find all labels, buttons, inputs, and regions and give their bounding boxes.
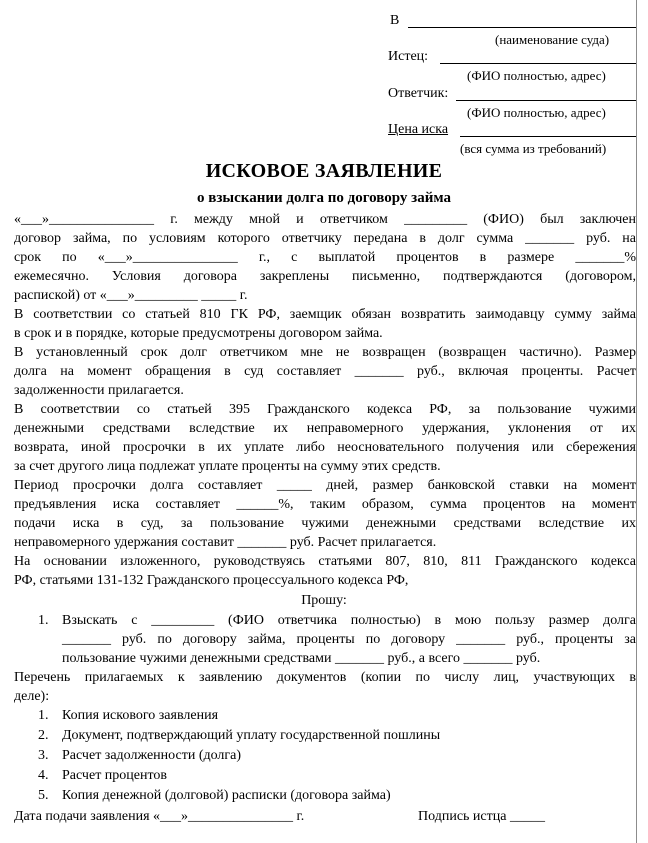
p1-line-3: срок по «___»_______________ г., с выплатой процентов в размере _______% — [14, 250, 636, 265]
p1-line-2: договор займа, по условиям которого ответчику передана в долг сумма _______ руб. на — [14, 231, 636, 246]
plaintiff-line[interactable] — [440, 63, 636, 64]
defendant-label: Ответчик: — [388, 86, 449, 101]
p4-line-1: В соответствии со статьей 395 Гражданского кодекса РФ, за пользование чужими — [14, 402, 636, 417]
claim-price-hint: (вся сумма из требований) — [460, 141, 607, 156]
p1-line-1: «___»_______________ г. между мной и ответчиком _________ (ФИО) был заключен — [14, 212, 636, 227]
attachments-intro-line-1: Перечень прилагаемых к заявлению документов (копии по числу лиц, участвующих в — [14, 670, 636, 685]
court-hint: (наименование суда) — [495, 32, 610, 47]
p4-line-2: денежными средствами вследствие их неправомерного удержания, уклонения от их — [14, 421, 636, 436]
court-prefix: В — [390, 13, 400, 28]
document-title: ИСКОВОЕ ЗАЯВЛЕНИЕ — [205, 160, 443, 182]
attachment-item-2: Документ, подтверждающий уплату государственной пошлины — [62, 728, 441, 743]
attachment-item-1: Копия искового заявления — [62, 708, 219, 723]
plaintiff-signature: Подпись истца _____ — [418, 809, 545, 824]
p2-line-2: в срок и в порядке, которые предусмотрены договором займа. — [14, 326, 383, 341]
p1-line-4: ежемесячно. Условия договора закреплены письменно, подтверждаются (договором, — [14, 269, 636, 284]
attachment-item-4: Расчет процентов — [62, 768, 168, 783]
p5-line-3: подачи иска в суд, за пользование чужими денежными средствами вследствие их — [14, 516, 636, 531]
attachment-num-3: 3. — [38, 748, 49, 763]
attachment-num-2: 2. — [38, 728, 49, 743]
defendant-hint: (ФИО полностью, адрес) — [467, 105, 606, 120]
attachment-item-5: Копия денежной (долговой) расписки (договора займа) — [62, 788, 391, 803]
attachments-intro-line-2: деле): — [14, 689, 50, 704]
p5-line-4: неправомерного удержания составит _______ руб. Расчет прилагается. — [14, 535, 437, 550]
p3-line-3: задолженности прилагается. — [14, 383, 184, 398]
p4-line-3: возврата, иной просрочки в их уплате либо неосновательного получения или сбережения — [14, 440, 636, 455]
page-right-edge — [636, 0, 637, 843]
p5-line-1: Период просрочки долга составляет _____ дней, размер банковской ставки на момент — [14, 478, 636, 493]
attachment-num-5: 5. — [38, 788, 49, 803]
p6-line-2: РФ, статьями 131-132 Гражданского процессуального кодекса РФ, — [14, 573, 409, 588]
defendant-line[interactable] — [456, 100, 636, 101]
plaintiff-label: Истец: — [388, 49, 429, 64]
p3-line-1: В установленный срок долг ответчиком мне не возвращен (возвращен частично). Размер — [14, 345, 636, 360]
attachment-item-3: Расчет задолженности (долга) — [62, 748, 242, 763]
p4-line-4: за счет другого лица подлежат уплате проценты на сумму этих средств. — [14, 459, 441, 474]
request-heading: Прошу: — [301, 593, 347, 608]
court-name-line[interactable] — [408, 27, 636, 28]
p5-line-2: предъявления иска составляет ______%, таким образом, сумма процентов на момент — [14, 497, 636, 512]
claim-price-line[interactable] — [460, 136, 636, 137]
p3-line-2: долга на момент обращения в суд составляет _______ руб., включая проценты. Расчет — [14, 364, 636, 379]
p2-line-1: В соответствии со статьей 810 ГК РФ, заемщик обязан возвратить заимодавцу сумму займа — [14, 307, 636, 322]
attachment-num-1: 1. — [38, 708, 49, 723]
plaintiff-hint: (ФИО полностью, адрес) — [467, 68, 606, 83]
request-line-1: Взыскать с _________ (ФИО ответчика полностью) в мою пользу размер долга — [62, 613, 636, 628]
request-line-3: пользование чужими денежными средствами _______ руб., а всего _______ руб. — [62, 651, 541, 666]
p1-line-5: распиской) от «___»_________ _____ г. — [14, 288, 248, 303]
document-subtitle: о взыскании долга по договору займа — [197, 190, 451, 206]
p6-line-1: На основании изложенного, руководствуясь статьями 807, 810, 811 Гражданского кодекса — [14, 554, 636, 569]
request-number: 1. — [38, 613, 49, 628]
claim-price-label: Цена иска — [388, 122, 449, 137]
attachment-num-4: 4. — [38, 768, 49, 783]
filing-date: Дата подачи заявления «___»_______________ г. — [14, 809, 305, 824]
request-line-2: _______ руб. по договору займа, проценты по договору _______ руб., проценты за — [62, 632, 636, 647]
